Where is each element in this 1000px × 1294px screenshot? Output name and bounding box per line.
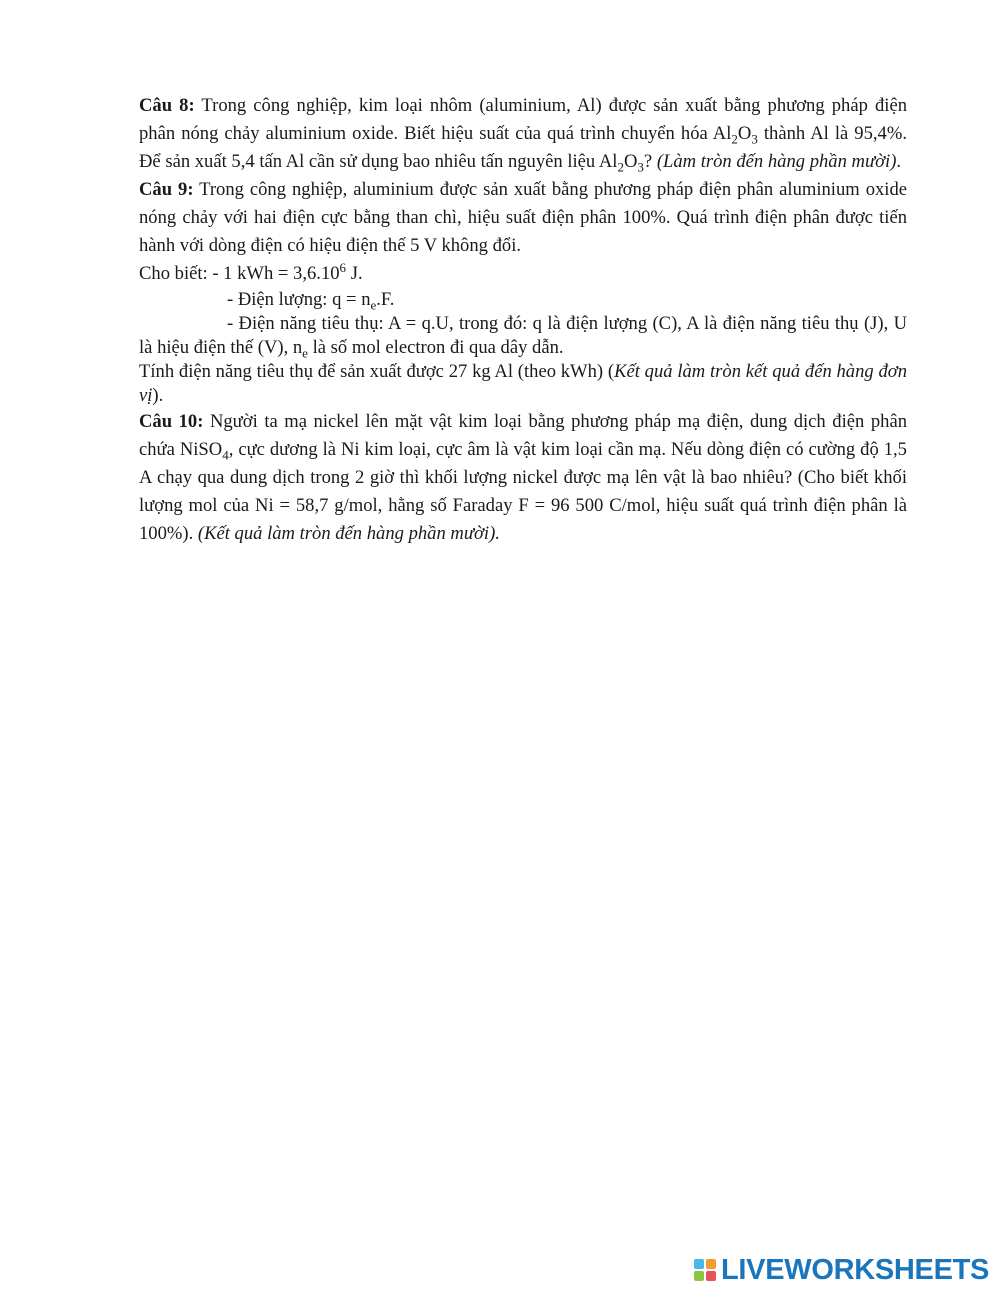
worksheet-text bbox=[139, 92, 907, 548]
question-8-note: (Làm tròn đến hàng phần mười) bbox=[656, 151, 897, 172]
liveworksheets-logo-icon bbox=[694, 1259, 716, 1281]
liveworksheets-brand bbox=[694, 1255, 989, 1285]
question-10: Câu 10: Người ta mạ nickel lên mặt vật kim loại bằng phương pháp mạ điện, dung dịch điện phân chứa NiSO$_4$, cực dương là Ni kim loại, cực âm là vật kim loại cần mạ. Nếu dòng điện có cường độ 1,5 A chạy qua dung dịch trong 2 giờ thì khối lượng nickel được mạ lên vật là bao nhiêu? (Cho biết khối lượng mol của Ni = 58,7 g/mol, hằng số Faraday F = 96 500 C/mol, hiệu suất quá trình điện phân là 100%). (Kết quả làm tròn đến hàng phần mười). bbox=[139, 411, 907, 544]
question-9-given-c: - Điện năng tiêu thụ: A = q.U, trong đó: q là điện lượng (C), A là điện năng tiêu thụ (J), U là hiệu điện thế (V), $n_e$ là số mol electron đi qua dây dẫn. bbox=[139, 313, 907, 361]
question-9-given-b: - Điện lượng: $q = n_e.F$. bbox=[227, 289, 395, 313]
question-9-note: Kết quả làm tròn kết quả đến hàng đơn vị bbox=[139, 361, 907, 406]
question-9: Câu 9: Trong công nghiệp, aluminium được sản xuất bằng phương pháp điện phân aluminium oxide nóng chảy với hai điện cực bằng than chì, hiệu suất điện phân 100%. Quá trình điện phân được tiến hành với dòng điện có hiệu điện thế 5 V không đổi. bbox=[139, 179, 908, 256]
question-8: Câu 8: Trong công nghiệp, kim loại nhôm (aluminium, Al) được sản xuất bằng phương pháp điện phân nóng chảy aluminium oxide. Biết hiệu suất của quá trình chuyển hóa $Al_2O_3$ thành Al là 95,4%. Để sản xuất 5,4 tấn Al cần sử dụng bao nhiêu tấn nguyên liệu $Al_2O_3$? (Làm tròn đến hàng phần mười). bbox=[139, 95, 907, 175]
logo-square-4 bbox=[706, 1271, 716, 1281]
question-10-note: (Kết quả làm tròn đến hàng phần mười). bbox=[197, 523, 500, 544]
logo-square-1 bbox=[694, 1259, 704, 1269]
question-9-ask: Tính điện năng tiêu thụ để sản xuất được 27 kg Al (theo kWh) (Kết quả làm tròn kết quả đến hàng đơn vị). bbox=[139, 361, 907, 406]
question-8-label: Câu 8: bbox=[139, 95, 195, 116]
question-10-label: Câu 10: bbox=[139, 411, 204, 432]
liveworksheets-wordmark: LIVEWORKSHEETS bbox=[721, 1253, 990, 1286]
question-9-label: Câu 9: bbox=[139, 179, 194, 200]
question-9-given-a: Cho biết: - 1 kWh = $3,6.10^6$ J. bbox=[139, 259, 363, 284]
logo-square-2 bbox=[706, 1259, 716, 1269]
logo-square-3 bbox=[694, 1271, 704, 1281]
